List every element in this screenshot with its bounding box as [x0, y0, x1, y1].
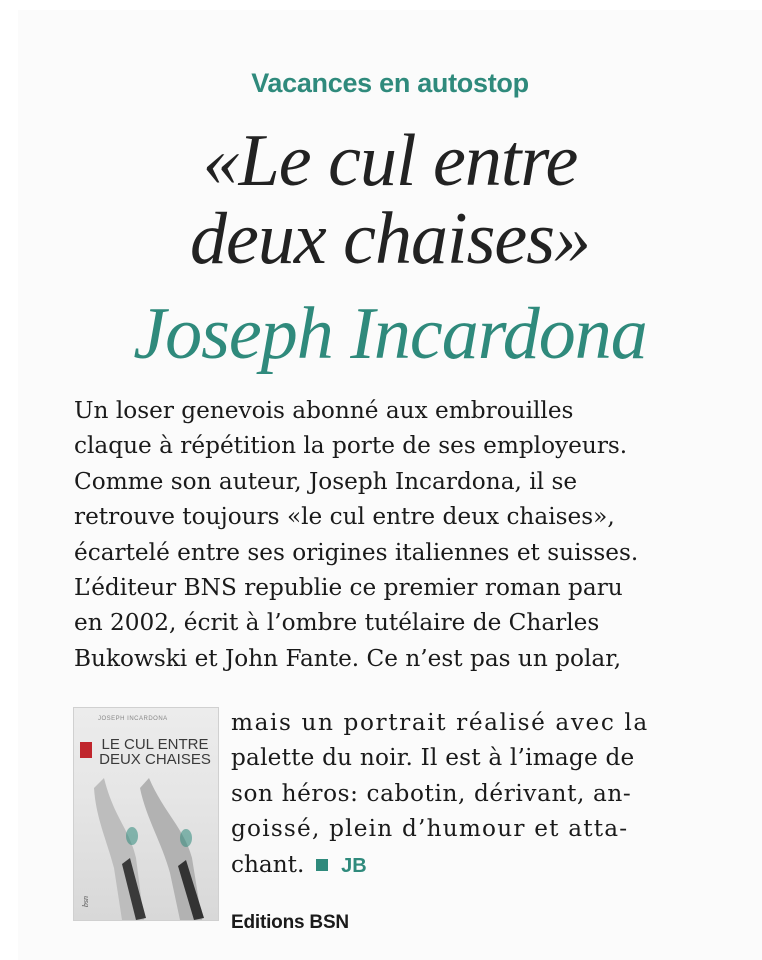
body-line: écartelé entre ses origines italiennes et suisses. [74, 538, 639, 566]
body-line: Un loser genevois abonné aux embrouilles [74, 397, 574, 424]
body-line: en 2002, écrit à l’ombre tutélaire de Charles [74, 609, 600, 637]
body-line: Bukowski et John Fante. Ce n’est pas un polar, [74, 644, 622, 672]
cover-author: JOSEPH INCARDONA [98, 716, 168, 722]
article-body-wrapped [231, 705, 742, 884]
article-body [74, 393, 742, 676]
end-square-icon [316, 859, 328, 871]
body-line: L’éditeur BNS republie ce premier roman paru [74, 574, 623, 602]
cover-title: LE CUL ENTRE DEUX CHAISES [99, 736, 211, 768]
article-kicker: Vacances en autostop [251, 68, 529, 98]
body-last-line [231, 847, 742, 884]
book-cover-image [74, 708, 218, 920]
publisher-name: Editions BSN [231, 912, 349, 933]
body-line: Comme son auteur, Joseph Incardona, il se [74, 467, 578, 495]
article-title [18, 122, 762, 278]
body-line-end: chant. [231, 850, 305, 878]
title-line-2: deux chaises» [189, 198, 591, 280]
body-line: claque à répétition la porte de ses employeurs. [74, 432, 628, 460]
cover-publisher-mark: bsn [81, 895, 91, 908]
body-line: retrouve toujours «le cul entre deux chaises», [74, 503, 615, 531]
author-signature: JB [341, 854, 367, 877]
title-line-1: «Le cul entre [202, 120, 578, 202]
body-line: mais un portrait réalisé avec la [231, 709, 649, 736]
body-line: goissé, plein d’humour et atta- [231, 815, 629, 843]
cover-badge [80, 742, 92, 758]
article-author: Joseph Incardona [133, 293, 647, 375]
body-line: son héros: cabotin, dérivant, an- [231, 779, 632, 807]
body-line: palette du noir. Il est à l’image de [231, 744, 635, 772]
